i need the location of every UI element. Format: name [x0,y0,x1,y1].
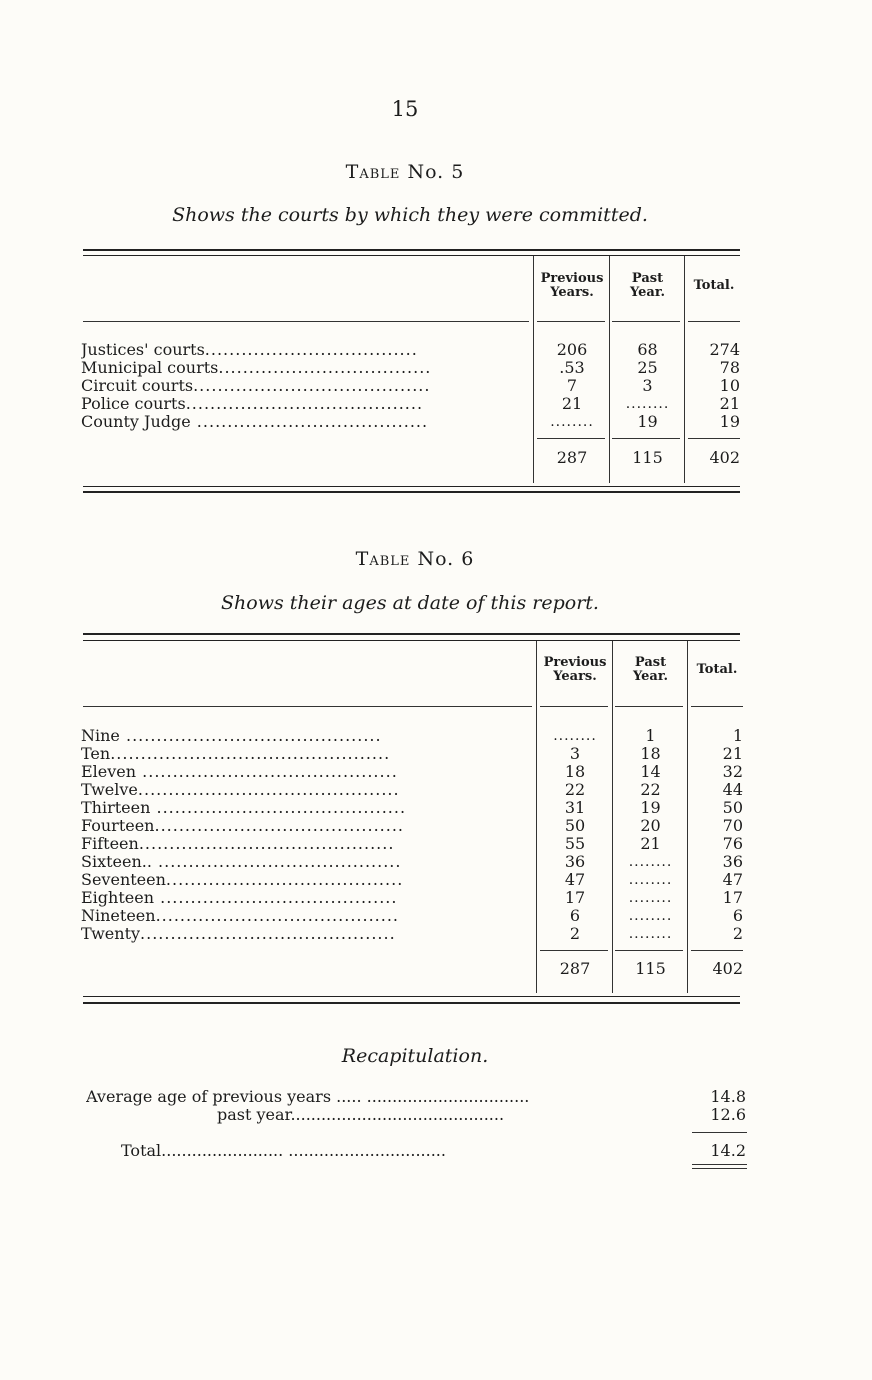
recap-row-past-year: past year.......................................... [217,1106,505,1124]
table-6-row-label: Eighteen ....................................... [81,889,398,907]
recapitulation-title: Recapitulation. [341,1045,489,1067]
table-6-cell-empty: ........ [628,908,673,924]
table-6-cell-past: 19 [640,798,661,817]
table-6-cell-past: 21 [640,834,661,853]
table-6-header-rule [615,706,683,707]
table-5-cell-empty: ........ [550,414,594,430]
table-6-title [10,548,820,570]
table-5-cell-previous: .53 [559,358,585,377]
table-6-row-label: Twelve........................................... [81,781,400,799]
table-6-cell-total: 1 [732,726,743,745]
table-6-cell-total: 76 [722,834,743,853]
table-5-cell-total: 10 [719,376,740,395]
page-number: 15 [391,97,419,121]
table-6-row-label: Sixteen.. ........................................ [81,853,402,871]
table-5-col-divider [533,256,534,483]
table-5-cell-total: 78 [719,358,740,377]
table-5-header-rule [612,321,680,322]
table-6-cell-empty: ........ [628,890,673,906]
table-5-bottom-rule [83,486,740,487]
table-5-row-label: Circuit courts....................................... [81,377,431,395]
table-6-cell-total: 6 [732,906,743,925]
table-5-title-number: No. 5 [407,161,465,183]
recap-sum-rule [692,1132,747,1133]
table-5-cell-past: 25 [637,358,658,377]
table-6-cell-total: 50 [722,798,743,817]
table-6-cell-empty: ........ [553,728,597,744]
table-6-total-total: 402 [712,959,743,978]
recap-row-previous-years: Average age of previous years ..... ................................ [86,1088,530,1106]
table-5-header-rule [537,321,605,322]
table-6-cell-empty: ........ [628,872,673,888]
table-6-cell-total: 2 [732,924,743,943]
table-5-header-rule [688,321,740,322]
table-6-bottom-rule-outer [83,1002,740,1004]
table-6-cell-total: 32 [722,762,743,781]
table-6-cell-previous: 6 [569,906,581,925]
table-5-header-past: Past Year. [629,271,666,300]
table-5-row-label: Justices' courts................................... [81,341,418,359]
table-6-header-rule [540,706,608,707]
table-5-title [0,161,810,183]
table-6-cell-total: 47 [722,870,743,889]
table-6-cell-previous: 47 [564,870,586,889]
recap-value-previous-years: 14.8 [710,1087,746,1106]
table-6-sum-rule [615,950,683,951]
table-6-col-divider [536,641,537,993]
table-6-col-divider [612,641,613,993]
table-5-cell-total: 274 [709,340,740,359]
table-5-sum-rule [688,438,740,439]
table-6-col-divider [687,641,688,993]
table-5-sum-rule [612,438,680,439]
table-6-row-label: Thirteen ......................................... [81,799,407,817]
table-6-cell-total: 70 [722,816,743,835]
table-5-bottom-rule-outer [83,491,740,493]
table-6-row-label: Twenty.......................................... [81,925,396,943]
table-5-title-prefix: Table [345,161,401,183]
table-6-cell-past: 22 [640,780,661,799]
table-5-top-rule [83,249,740,251]
table-5-header-previous: Previous Years. [540,271,604,300]
table-5-subtitle: Shows the courts by which they were committed. [172,204,648,226]
recap-value-total: 14.2 [710,1141,746,1160]
table-6-cell-total: 21 [722,744,743,763]
table-5-cell-empty: ........ [625,396,670,412]
table-6-subtitle: Shows their ages at date of this report. [221,592,599,614]
table-6-bottom-rule [83,996,740,997]
table-6-header-rule [691,706,743,707]
recap-total-rule-double [692,1168,747,1169]
table-6-cell-previous: 36 [564,852,586,871]
table-5-col-divider [609,256,610,483]
table-6-cell-previous: 17 [564,888,586,907]
table-6-cell-previous: 31 [564,798,586,817]
table-6-cell-empty: ........ [628,926,673,942]
table-6-header-rule [83,706,532,707]
table-6-header-previous: Previous Years. [543,655,607,684]
table-5-col-divider [684,256,685,483]
table-6-cell-previous: 18 [564,762,586,781]
table-6-row-label: Ten.............................................. [81,745,391,763]
table-6-total-previous: 287 [559,959,591,978]
table-6-sum-rule [540,950,608,951]
table-6-row-label: Fifteen.......................................... [81,835,395,853]
table-6-top-rule-inner [83,640,740,641]
table-5-cell-total: 19 [719,412,740,431]
table-6-cell-past: 20 [640,816,661,835]
table-5-row-label: County Judge ...................................... [81,413,429,431]
table-6-cell-past: 18 [640,744,661,763]
table-5-cell-total: 21 [719,394,740,413]
table-6-cell-total: 36 [722,852,743,871]
table-5-row-label: Police courts....................................... [81,395,424,413]
table-5-cell-past: 19 [637,412,658,431]
table-5-total-past: 115 [632,448,663,467]
table-5-header-total: Total. [693,278,735,293]
table-6-row-label: Fourteen......................................... [81,817,405,835]
table-6-row-label: Seventeen....................................... [81,871,404,889]
table-5-cell-past: 68 [637,340,658,359]
table-6-cell-total: 17 [722,888,743,907]
table-6-header-past: Past Year. [632,655,669,684]
table-5-sum-rule [537,438,605,439]
table-6-row-label: Nineteen........................................ [81,907,399,925]
table-6-cell-empty: ........ [628,854,673,870]
table-6-cell-past: 1 [645,726,656,745]
recap-total-rule [692,1164,747,1165]
table-5-cell-past: 3 [642,376,653,395]
table-5-cell-previous: 206 [556,340,588,359]
table-6-cell-previous: 55 [564,834,586,853]
recap-row-total: Total........................ ............................... [121,1142,446,1160]
table-6-header-total: Total. [696,662,738,677]
table-6-title-number: No. 6 [417,548,475,570]
table-5-header-rule [83,321,529,322]
table-6-cell-past: 14 [640,762,661,781]
table-6-sum-rule [691,950,743,951]
table-5-top-rule-inner [83,255,740,256]
table-6-cell-previous: 22 [564,780,586,799]
table-6-cell-previous: 50 [564,816,586,835]
recap-value-past-year: 12.6 [710,1105,746,1124]
table-5-total-total: 402 [709,448,740,467]
table-5-total-previous: 287 [556,448,588,467]
table-6-cell-previous: 2 [569,924,581,943]
table-5-row-label: Municipal courts................................... [81,359,432,377]
table-5-cell-previous: 21 [561,394,583,413]
table-5-cell-previous: 7 [566,376,578,395]
table-6-top-rule [83,633,740,635]
table-6-cell-previous: 3 [569,744,581,763]
table-6-title-prefix: Table [355,548,411,570]
table-6-row-label: Nine .......................................... [81,727,382,745]
table-6-cell-total: 44 [722,780,743,799]
table-6-row-label: Eleven .......................................... [81,763,398,781]
table-6-total-past: 115 [635,959,666,978]
